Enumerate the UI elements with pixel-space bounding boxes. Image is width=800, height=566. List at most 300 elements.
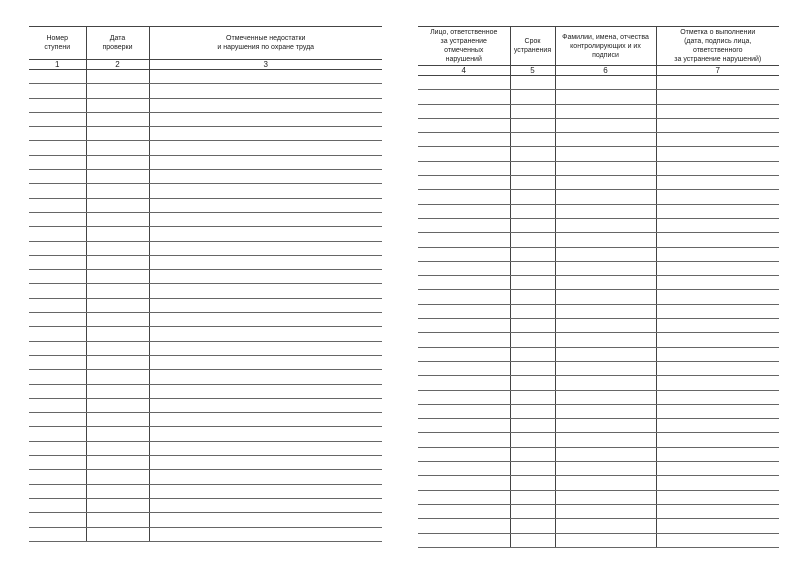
table-cell (418, 519, 510, 533)
table-cell (656, 190, 779, 204)
table-cell (29, 255, 86, 269)
table-cell (149, 112, 382, 126)
table-cell (510, 90, 555, 104)
table-cell (86, 341, 149, 355)
table-cell (555, 462, 656, 476)
table-cell (656, 204, 779, 218)
table-cell (656, 333, 779, 347)
table-cell (555, 133, 656, 147)
table-cell (86, 84, 149, 98)
table-cell (656, 519, 779, 533)
table-cell (656, 319, 779, 333)
table-cell (555, 347, 656, 361)
table-cell (510, 376, 555, 390)
table-cell (510, 419, 555, 433)
right-journal-table (418, 26, 779, 548)
table-cell (29, 155, 86, 169)
table-cell (510, 347, 555, 361)
table-cell (510, 247, 555, 261)
table-cell (656, 104, 779, 118)
table-row (29, 327, 382, 341)
table-row (29, 355, 382, 369)
table-cell (418, 76, 510, 90)
table-cell (29, 170, 86, 184)
table-row (418, 390, 779, 404)
table-cell (86, 198, 149, 212)
table-cell (510, 218, 555, 232)
header-check-date: Дата проверки (86, 27, 149, 60)
table-cell (149, 355, 382, 369)
table-row (418, 276, 779, 290)
table-cell (555, 147, 656, 161)
table-row (29, 470, 382, 484)
table-row (418, 118, 779, 132)
table-cell (418, 433, 510, 447)
table-cell (86, 255, 149, 269)
table-cell (29, 84, 86, 98)
header-responsible-person: Лицо, ответственное за устранение отмеченных нарушений (418, 27, 510, 66)
table-row (29, 441, 382, 455)
table-cell (86, 513, 149, 527)
table-cell (555, 390, 656, 404)
table-cell (149, 227, 382, 241)
table-cell (510, 76, 555, 90)
table-cell (149, 327, 382, 341)
table-cell (29, 98, 86, 112)
table-cell (149, 398, 382, 412)
table-cell (418, 133, 510, 147)
table-cell (149, 241, 382, 255)
table-cell (510, 390, 555, 404)
table-cell (29, 284, 86, 298)
table-cell (29, 141, 86, 155)
table-cell (418, 104, 510, 118)
table-cell (418, 304, 510, 318)
table-cell (656, 390, 779, 404)
table-row (418, 290, 779, 304)
table-cell (656, 533, 779, 547)
table-cell (656, 161, 779, 175)
table-row (418, 204, 779, 218)
table-cell (418, 447, 510, 461)
table-cell (418, 490, 510, 504)
table-cell (555, 376, 656, 390)
table-cell (555, 333, 656, 347)
table-cell (86, 441, 149, 455)
table-cell (510, 233, 555, 247)
table-cell (86, 456, 149, 470)
table-cell (656, 447, 779, 461)
table-cell (149, 212, 382, 226)
table-cell (656, 247, 779, 261)
table-cell (656, 218, 779, 232)
table-cell (555, 476, 656, 490)
table-cell (86, 413, 149, 427)
left-page (29, 26, 382, 542)
table-row (418, 447, 779, 461)
table-row (418, 376, 779, 390)
table-cell (149, 141, 382, 155)
table-cell (418, 361, 510, 375)
table-cell (149, 427, 382, 441)
table-row (29, 513, 382, 527)
table-cell (555, 504, 656, 518)
table-cell (86, 127, 149, 141)
table-row (418, 504, 779, 518)
table-cell (29, 413, 86, 427)
table-cell (149, 484, 382, 498)
table-cell (29, 355, 86, 369)
table-cell (510, 361, 555, 375)
table-row (418, 533, 779, 547)
table-cell (418, 390, 510, 404)
table-cell (510, 161, 555, 175)
table-cell (418, 161, 510, 175)
table-cell (149, 313, 382, 327)
table-cell (29, 341, 86, 355)
table-cell (149, 70, 382, 84)
table-row (29, 112, 382, 126)
table-row (418, 147, 779, 161)
table-cell (656, 76, 779, 90)
table-cell (149, 255, 382, 269)
table-cell (149, 441, 382, 455)
table-row (418, 361, 779, 375)
table-cell (656, 376, 779, 390)
table-cell (555, 190, 656, 204)
table-cell (418, 290, 510, 304)
table-cell (555, 290, 656, 304)
table-row (418, 347, 779, 361)
right-column-number-row (418, 66, 779, 76)
header-step-number: Номер ступени (29, 27, 86, 60)
table-cell (149, 341, 382, 355)
table-row (29, 370, 382, 384)
table-cell (656, 504, 779, 518)
table-cell (555, 104, 656, 118)
table-cell (29, 470, 86, 484)
table-cell (86, 398, 149, 412)
table-row (29, 198, 382, 212)
column-number-6: 6 (555, 66, 656, 76)
table-row (418, 104, 779, 118)
table-cell (418, 404, 510, 418)
column-number-5: 5 (510, 66, 555, 76)
table-cell (86, 370, 149, 384)
table-row (29, 527, 382, 541)
table-cell (418, 118, 510, 132)
table-cell (29, 513, 86, 527)
table-cell (555, 261, 656, 275)
table-row (418, 319, 779, 333)
table-cell (510, 304, 555, 318)
table-cell (510, 447, 555, 461)
table-cell (656, 290, 779, 304)
table-cell (555, 319, 656, 333)
table-row (29, 141, 382, 155)
table-row (418, 218, 779, 232)
table-row (418, 333, 779, 347)
left-table-body (29, 70, 382, 542)
table-cell (510, 476, 555, 490)
table-cell (555, 519, 656, 533)
table-cell (510, 133, 555, 147)
table-cell (86, 170, 149, 184)
right-table-body (418, 76, 779, 548)
table-row (29, 227, 382, 241)
table-row (29, 212, 382, 226)
table-row (418, 433, 779, 447)
table-cell (510, 118, 555, 132)
table-cell (86, 270, 149, 284)
table-cell (656, 147, 779, 161)
table-cell (656, 176, 779, 190)
table-row (418, 190, 779, 204)
table-cell (149, 270, 382, 284)
table-cell (418, 190, 510, 204)
table-cell (29, 184, 86, 198)
table-cell (510, 190, 555, 204)
table-row (418, 261, 779, 275)
column-number-2: 2 (86, 60, 149, 70)
table-cell (555, 176, 656, 190)
table-cell (86, 112, 149, 126)
table-cell (656, 419, 779, 433)
table-row (29, 84, 382, 98)
table-row (29, 341, 382, 355)
table-cell (149, 513, 382, 527)
table-row (418, 490, 779, 504)
table-cell (656, 118, 779, 132)
table-row (29, 313, 382, 327)
table-cell (510, 533, 555, 547)
table-cell (555, 419, 656, 433)
right-page (418, 26, 779, 542)
table-cell (418, 233, 510, 247)
table-cell (29, 127, 86, 141)
table-row (418, 76, 779, 90)
table-cell (86, 284, 149, 298)
table-cell (149, 298, 382, 312)
table-cell (29, 270, 86, 284)
table-cell (86, 498, 149, 512)
table-cell (555, 118, 656, 132)
table-cell (86, 70, 149, 84)
table-cell (656, 133, 779, 147)
table-cell (149, 413, 382, 427)
table-row (418, 133, 779, 147)
table-cell (149, 384, 382, 398)
table-cell (656, 361, 779, 375)
table-cell (418, 276, 510, 290)
table-cell (29, 427, 86, 441)
table-cell (86, 227, 149, 241)
table-row (29, 155, 382, 169)
table-row (29, 427, 382, 441)
table-cell (29, 298, 86, 312)
table-cell (656, 476, 779, 490)
table-cell (29, 70, 86, 84)
table-cell (86, 384, 149, 398)
table-cell (510, 333, 555, 347)
table-cell (418, 533, 510, 547)
table-cell (86, 355, 149, 369)
table-cell (29, 227, 86, 241)
table-cell (510, 404, 555, 418)
table-row (29, 255, 382, 269)
table-cell (656, 276, 779, 290)
header-noted-violations: Отмеченные недостатки и нарушения по охране труда (149, 27, 382, 60)
table-row (29, 298, 382, 312)
table-cell (418, 261, 510, 275)
table-cell (86, 141, 149, 155)
table-cell (86, 470, 149, 484)
table-cell (555, 233, 656, 247)
table-cell (86, 155, 149, 169)
table-cell (555, 533, 656, 547)
table-row (418, 304, 779, 318)
table-cell (656, 490, 779, 504)
table-row (29, 70, 382, 84)
table-cell (29, 384, 86, 398)
table-row (29, 498, 382, 512)
table-cell (555, 490, 656, 504)
table-row (29, 484, 382, 498)
table-cell (418, 319, 510, 333)
table-cell (86, 298, 149, 312)
table-cell (510, 276, 555, 290)
table-cell (149, 184, 382, 198)
table-cell (656, 233, 779, 247)
table-cell (86, 427, 149, 441)
left-column-number-row (29, 60, 382, 70)
table-cell (510, 290, 555, 304)
table-cell (29, 327, 86, 341)
table-cell (29, 212, 86, 226)
table-row (29, 270, 382, 284)
table-cell (29, 484, 86, 498)
table-row (418, 233, 779, 247)
table-row (29, 127, 382, 141)
table-cell (149, 527, 382, 541)
table-cell (149, 470, 382, 484)
table-cell (510, 261, 555, 275)
table-cell (29, 198, 86, 212)
table-cell (29, 527, 86, 541)
table-cell (29, 241, 86, 255)
table-cell (86, 212, 149, 226)
table-cell (418, 204, 510, 218)
table-cell (86, 484, 149, 498)
table-cell (510, 104, 555, 118)
table-cell (418, 376, 510, 390)
table-cell (555, 247, 656, 261)
table-cell (86, 241, 149, 255)
left-header-row (29, 27, 382, 60)
table-cell (149, 127, 382, 141)
table-cell (555, 90, 656, 104)
table-cell (86, 184, 149, 198)
table-cell (555, 361, 656, 375)
table-cell (149, 370, 382, 384)
table-row (418, 247, 779, 261)
table-row (29, 184, 382, 198)
table-row (418, 476, 779, 490)
table-cell (86, 313, 149, 327)
table-cell (555, 276, 656, 290)
table-cell (510, 519, 555, 533)
header-inspectors-names: Фамилии, имена, отчества контролирующих и их подписи (555, 27, 656, 66)
column-number-4: 4 (418, 66, 510, 76)
table-cell (555, 433, 656, 447)
table-cell (510, 433, 555, 447)
table-cell (149, 98, 382, 112)
table-cell (418, 462, 510, 476)
table-cell (29, 456, 86, 470)
table-cell (656, 304, 779, 318)
table-cell (656, 433, 779, 447)
table-row (418, 404, 779, 418)
table-cell (510, 319, 555, 333)
table-cell (418, 347, 510, 361)
table-cell (149, 155, 382, 169)
table-cell (656, 261, 779, 275)
table-cell (656, 90, 779, 104)
table-row (29, 241, 382, 255)
header-deadline: Срок устранения (510, 27, 555, 66)
table-row (418, 90, 779, 104)
table-row (418, 462, 779, 476)
table-cell (510, 504, 555, 518)
table-cell (656, 404, 779, 418)
table-cell (149, 170, 382, 184)
table-cell (29, 441, 86, 455)
column-number-1: 1 (29, 60, 86, 70)
table-cell (29, 498, 86, 512)
table-cell (418, 419, 510, 433)
table-cell (418, 504, 510, 518)
table-cell (86, 98, 149, 112)
table-cell (656, 347, 779, 361)
table-row (29, 413, 382, 427)
header-completion-mark: Отметка о выполнении (дата, подпись лица, ответственного за устранение нарушений) (656, 27, 779, 66)
table-cell (149, 198, 382, 212)
table-cell (149, 284, 382, 298)
table-cell (418, 90, 510, 104)
table-cell (29, 370, 86, 384)
table-cell (555, 447, 656, 461)
table-cell (29, 112, 86, 126)
table-cell (656, 462, 779, 476)
table-cell (418, 218, 510, 232)
table-row (29, 170, 382, 184)
table-cell (555, 204, 656, 218)
table-cell (418, 176, 510, 190)
table-cell (510, 462, 555, 476)
table-row (418, 176, 779, 190)
table-cell (418, 476, 510, 490)
table-cell (418, 147, 510, 161)
table-cell (555, 304, 656, 318)
table-cell (149, 498, 382, 512)
table-cell (418, 333, 510, 347)
table-cell (555, 76, 656, 90)
table-cell (510, 176, 555, 190)
table-row (29, 398, 382, 412)
table-cell (555, 218, 656, 232)
table-cell (510, 204, 555, 218)
table-cell (29, 398, 86, 412)
